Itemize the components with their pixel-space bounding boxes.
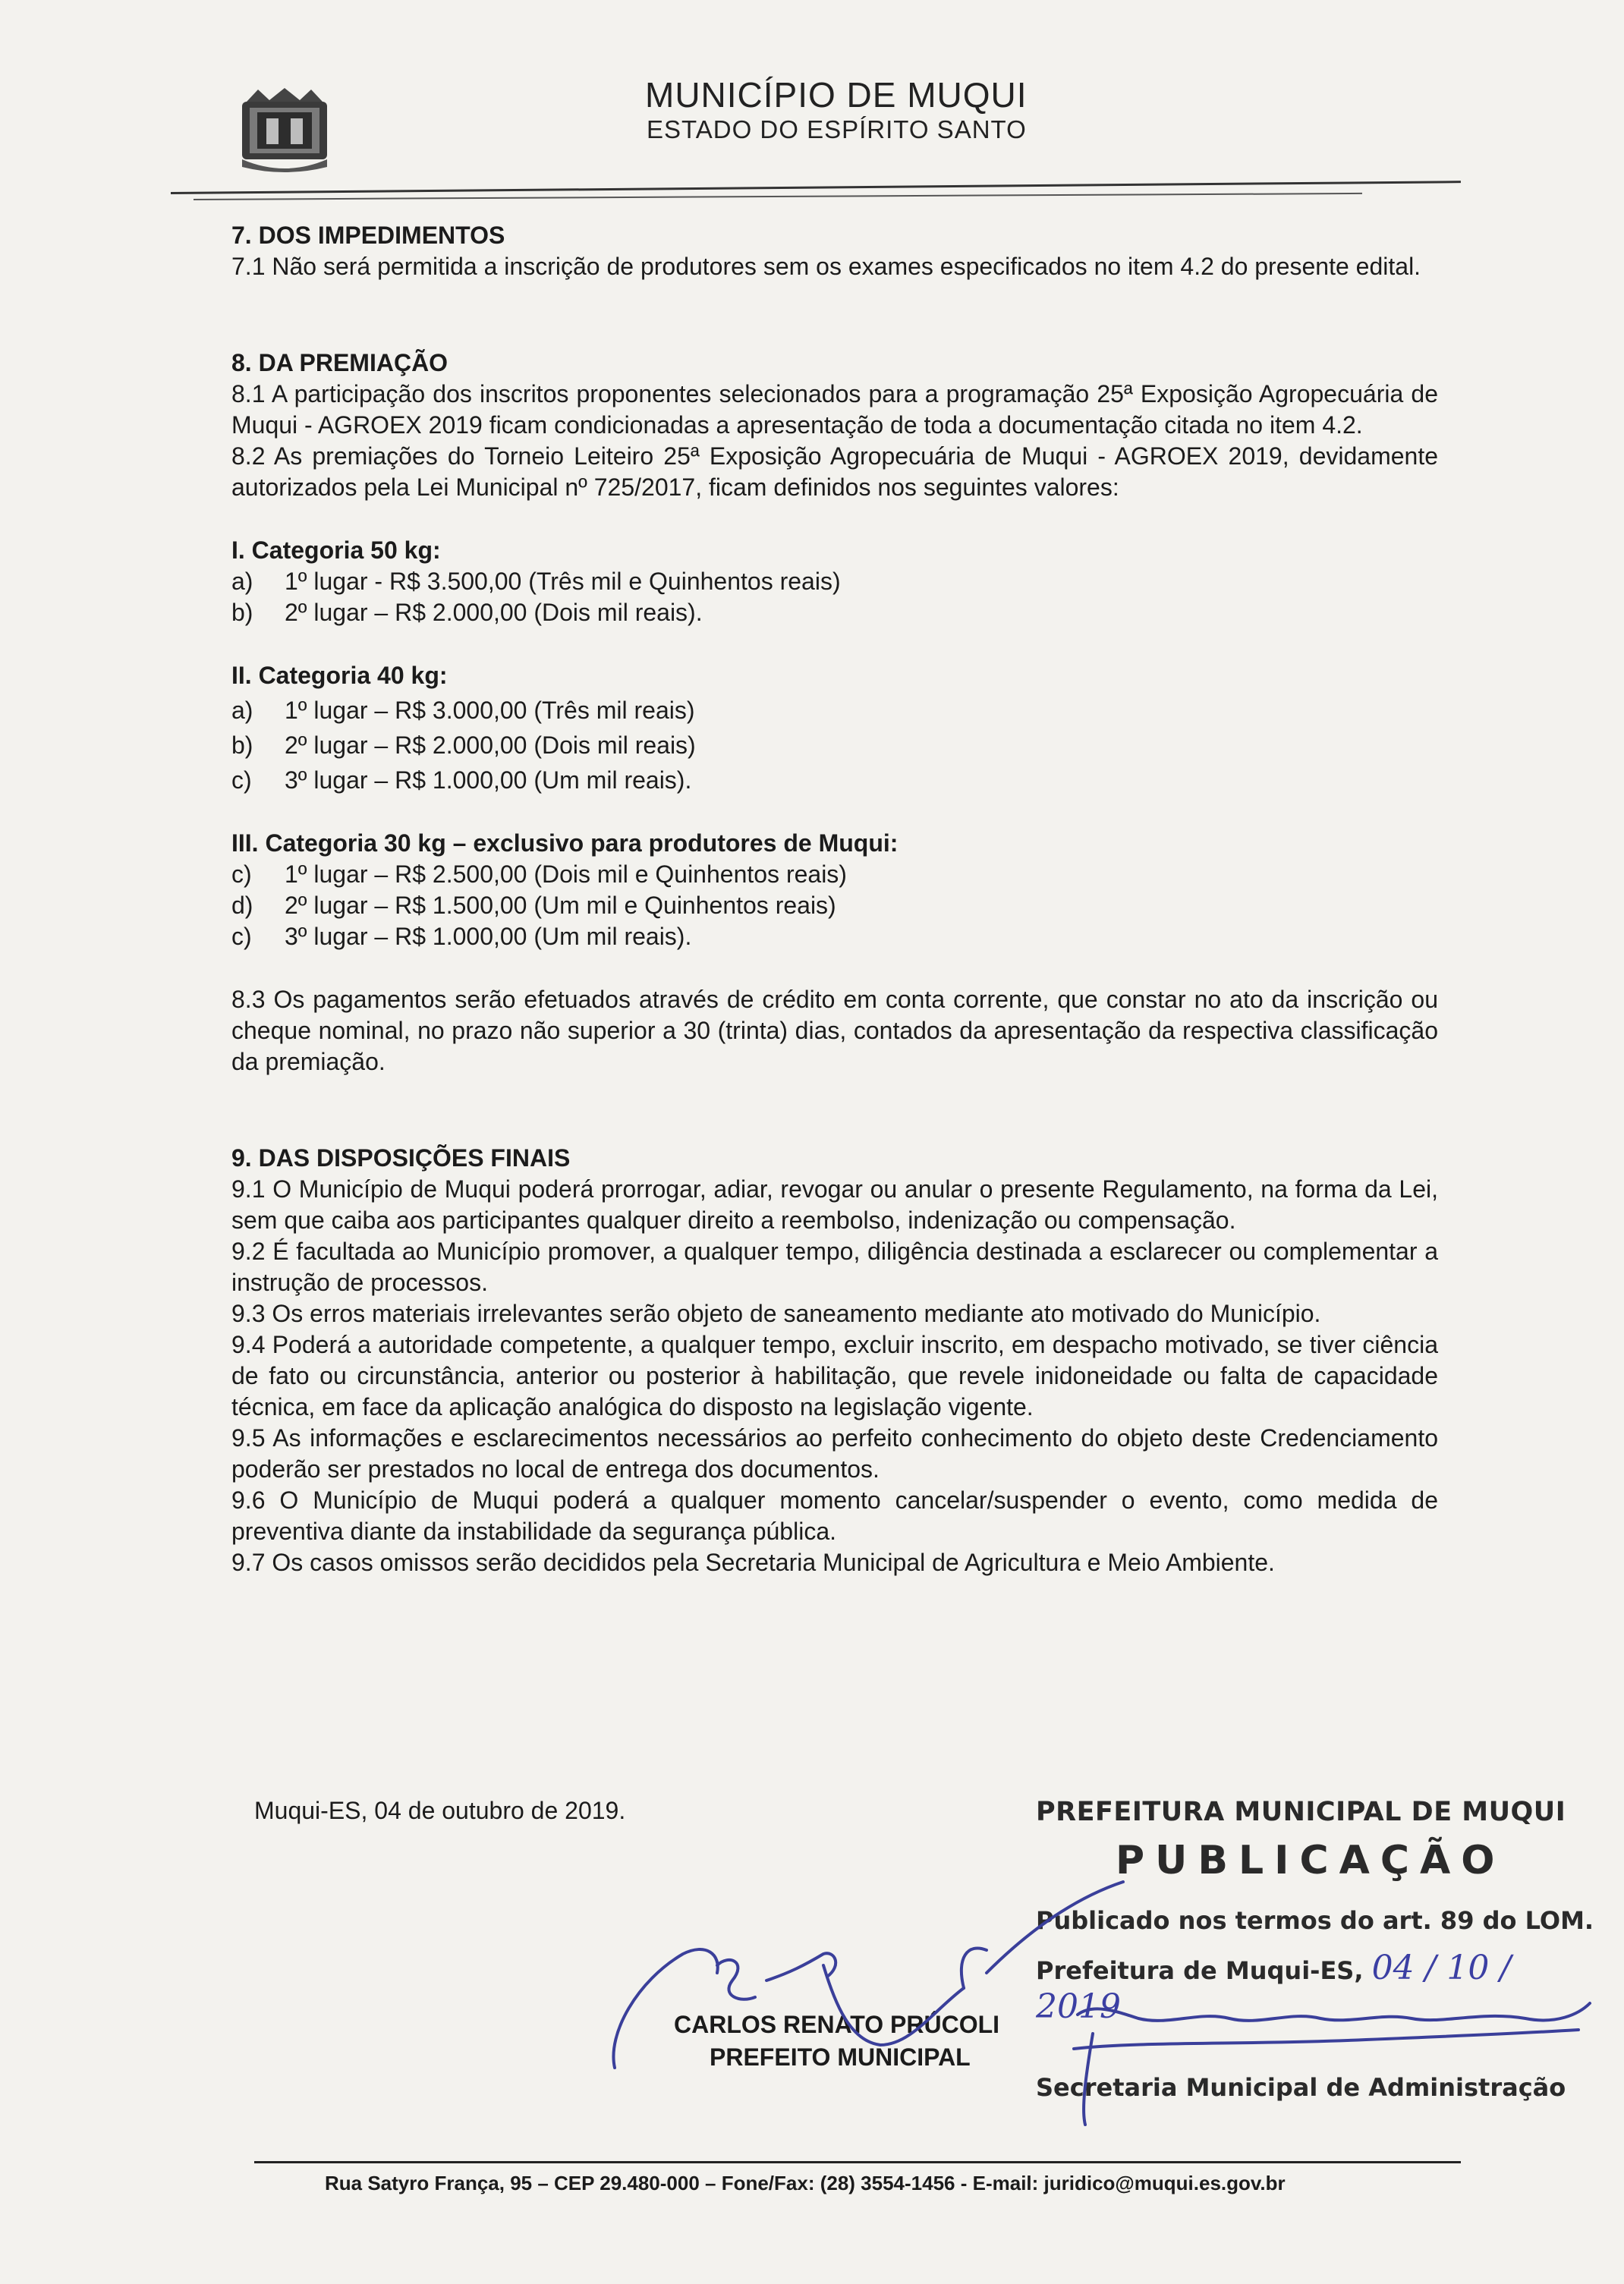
list-item-text: 3º lugar – R$ 1.000,00 (Um mil reais).	[285, 766, 692, 794]
list-marker: b)	[231, 731, 253, 759]
mayor-signature-stroke	[961, 1948, 987, 1988]
stamp-publication: PUBLICAÇÃO	[1116, 1838, 1506, 1883]
list-item	[231, 566, 1438, 597]
list-marker: a)	[231, 568, 253, 595]
section-9-paragraph-2: 9.2 É facultada ao Município promover, a qualquer tempo, diligência destinada a esclarecer ou complementar a instrução de processos.	[231, 1238, 1438, 1296]
signer-role: PREFEITO MUNICIPAL	[710, 2043, 971, 2071]
section-9-paragraph-6: 9.6 O Município de Muqui poderá a qualquer momento cancelar/suspender o evento, como medida de preventiva diante da instabilidade da segurança pública.	[231, 1486, 1438, 1545]
list-marker: a)	[231, 697, 253, 724]
city-date: Muqui-ES, 04 de outubro de 2019.	[254, 1797, 626, 1824]
section-8-paragraph-2: 8.2 As premiações do Torneio Leiteiro 25ª Exposição Agropecuária de Muqui - AGROEX 2019, devidamente autorizados pela Lei Municipal nº 725/2017, ficam definidos nos seguintes valores:	[231, 442, 1438, 501]
list-item-text: 2º lugar – R$ 2.000,00 (Dois mil reais)	[285, 731, 696, 759]
list-marker: c)	[231, 766, 252, 794]
list-item-text: 1º lugar – R$ 2.500,00 (Dois mil e Quinhentos reais)	[285, 860, 847, 888]
header-title: MUNICÍPIO DE MUQUI	[645, 75, 1028, 115]
list-item	[231, 921, 1438, 952]
list-item	[231, 765, 1438, 796]
signer-name: CARLOS RENATO PRÚCOLI	[674, 2011, 1000, 2038]
publication-stamp	[1036, 1797, 1597, 2102]
category-30kg-title: III. Categoria 30 kg – exclusivo para produtores de Muqui:	[231, 829, 899, 857]
stamp-title: PREFEITURA MUNICIPAL DE MUQUI	[1036, 1797, 1566, 1827]
list-item	[231, 890, 1438, 921]
stamp-handwritten-date: 04 / 10 / 2019	[1036, 1949, 1512, 2026]
section-9-paragraph-4: 9.4 Poderá a autoridade competente, a qualquer tempo, excluir inscrito, em despacho motivado, se tiver ciência de fato ou circunstância, anterior ou posterior à habilitação, que revele inidoneidade ou falta de capacidade técnica, em face da aplicação analógica do disposto na legislação vigente.	[231, 1331, 1438, 1420]
list-item-text: 2º lugar – R$ 1.500,00 (Um mil e Quinhentos reais)	[285, 892, 836, 919]
stamp-prefeitura-label: Prefeitura de Muqui-ES,	[1036, 1956, 1364, 1985]
section-9-paragraph-1: 9.1 O Município de Muqui poderá prorrogar, adiar, revogar ou anular o presente Regulamento, na forma da Lei, sem que caiba aos participantes qualquer direito a reembolso, indenização ou compensação.	[231, 1175, 1438, 1234]
list-item-text: 3º lugar – R$ 1.000,00 (Um mil reais).	[285, 923, 692, 950]
document-body	[231, 220, 1438, 1578]
stamp-prefeitura-line	[1036, 1949, 1597, 2026]
mayor-signature-stroke	[766, 1953, 836, 1980]
list-item	[231, 597, 1438, 628]
mayor-signature-stroke	[717, 1960, 755, 1999]
header-divider	[171, 181, 1461, 194]
municipal-crest-icon	[231, 85, 338, 176]
section-8-heading: 8. DA PREMIAÇÃO	[231, 349, 448, 376]
list-marker: d)	[231, 892, 253, 919]
stamp-secretaria: Secretaria Municipal de Administração	[1036, 2073, 1566, 2102]
category-40kg-title: II. Categoria 40 kg:	[231, 662, 448, 689]
list-item	[231, 859, 1438, 890]
stamp-published-terms: Publicado nos termos do art. 89 do LOM.	[1036, 1906, 1594, 1935]
section-9-paragraph-5: 9.5 As informações e esclarecimentos necessários ao perfeito conhecimento do objeto deste Credenciamento poderão ser prestados no local de entrega dos documentos.	[231, 1424, 1438, 1483]
mayor-signature-stroke	[613, 1949, 717, 2068]
list-marker: c)	[231, 923, 252, 950]
list-marker: b)	[231, 599, 253, 626]
footer-address: Rua Satyro França, 95 – CEP 29.480-000 – Fone/Fax: (28) 3554-1456 - E-mail: juridico@muqui.es.gov.br	[325, 2172, 1286, 2194]
section-7-paragraph-1: 7.1 Não será permitida a inscrição de produtores sem os exames especificados no item 4.2 do presente edital.	[231, 253, 1421, 280]
category-50kg-title: I. Categoria 50 kg:	[231, 536, 441, 564]
footer-divider	[254, 2161, 1461, 2163]
header-subtitle: ESTADO DO ESPÍRITO SANTO	[647, 115, 1027, 143]
section-9-paragraph-7: 9.7 Os casos omissos serão decididos pela Secretaria Municipal de Agricultura e Meio Ambiente.	[231, 1549, 1275, 1576]
section-8-paragraph-3: 8.3 Os pagamentos serão efetuados através de crédito em conta corrente, que constar no ato da inscrição ou cheque nominal, no prazo não superior a 30 (trinta) dias, contados da apresentação da respectiva classificação da premiação.	[231, 986, 1438, 1075]
section-7-heading: 7. DOS IMPEDIMENTOS	[231, 222, 505, 249]
list-item	[231, 730, 1438, 761]
section-9-paragraph-3: 9.3 Os erros materiais irrelevantes serão objeto de saneamento mediante ato motivado do Município.	[231, 1300, 1321, 1327]
list-item	[231, 695, 1438, 726]
section-8-paragraph-1: 8.1 A participação dos inscritos proponentes selecionados para a programação 25ª Exposição Agropecuária de Muqui - AGROEX 2019 ficam condicionadas a apresentação de toda a documentação citada no item 4.2.	[231, 380, 1438, 439]
header-divider-secondary	[194, 193, 1362, 200]
list-item-text: 2º lugar – R$ 2.000,00 (Dois mil reais).	[285, 599, 703, 626]
list-marker: c)	[231, 860, 252, 888]
list-item-text: 1º lugar - R$ 3.500,00 (Três mil e Quinhentos reais)	[285, 568, 841, 595]
list-item-text: 1º lugar – R$ 3.000,00 (Três mil reais)	[285, 697, 695, 724]
section-9-heading: 9. DAS DISPOSIÇÕES FINAIS	[231, 1144, 571, 1172]
